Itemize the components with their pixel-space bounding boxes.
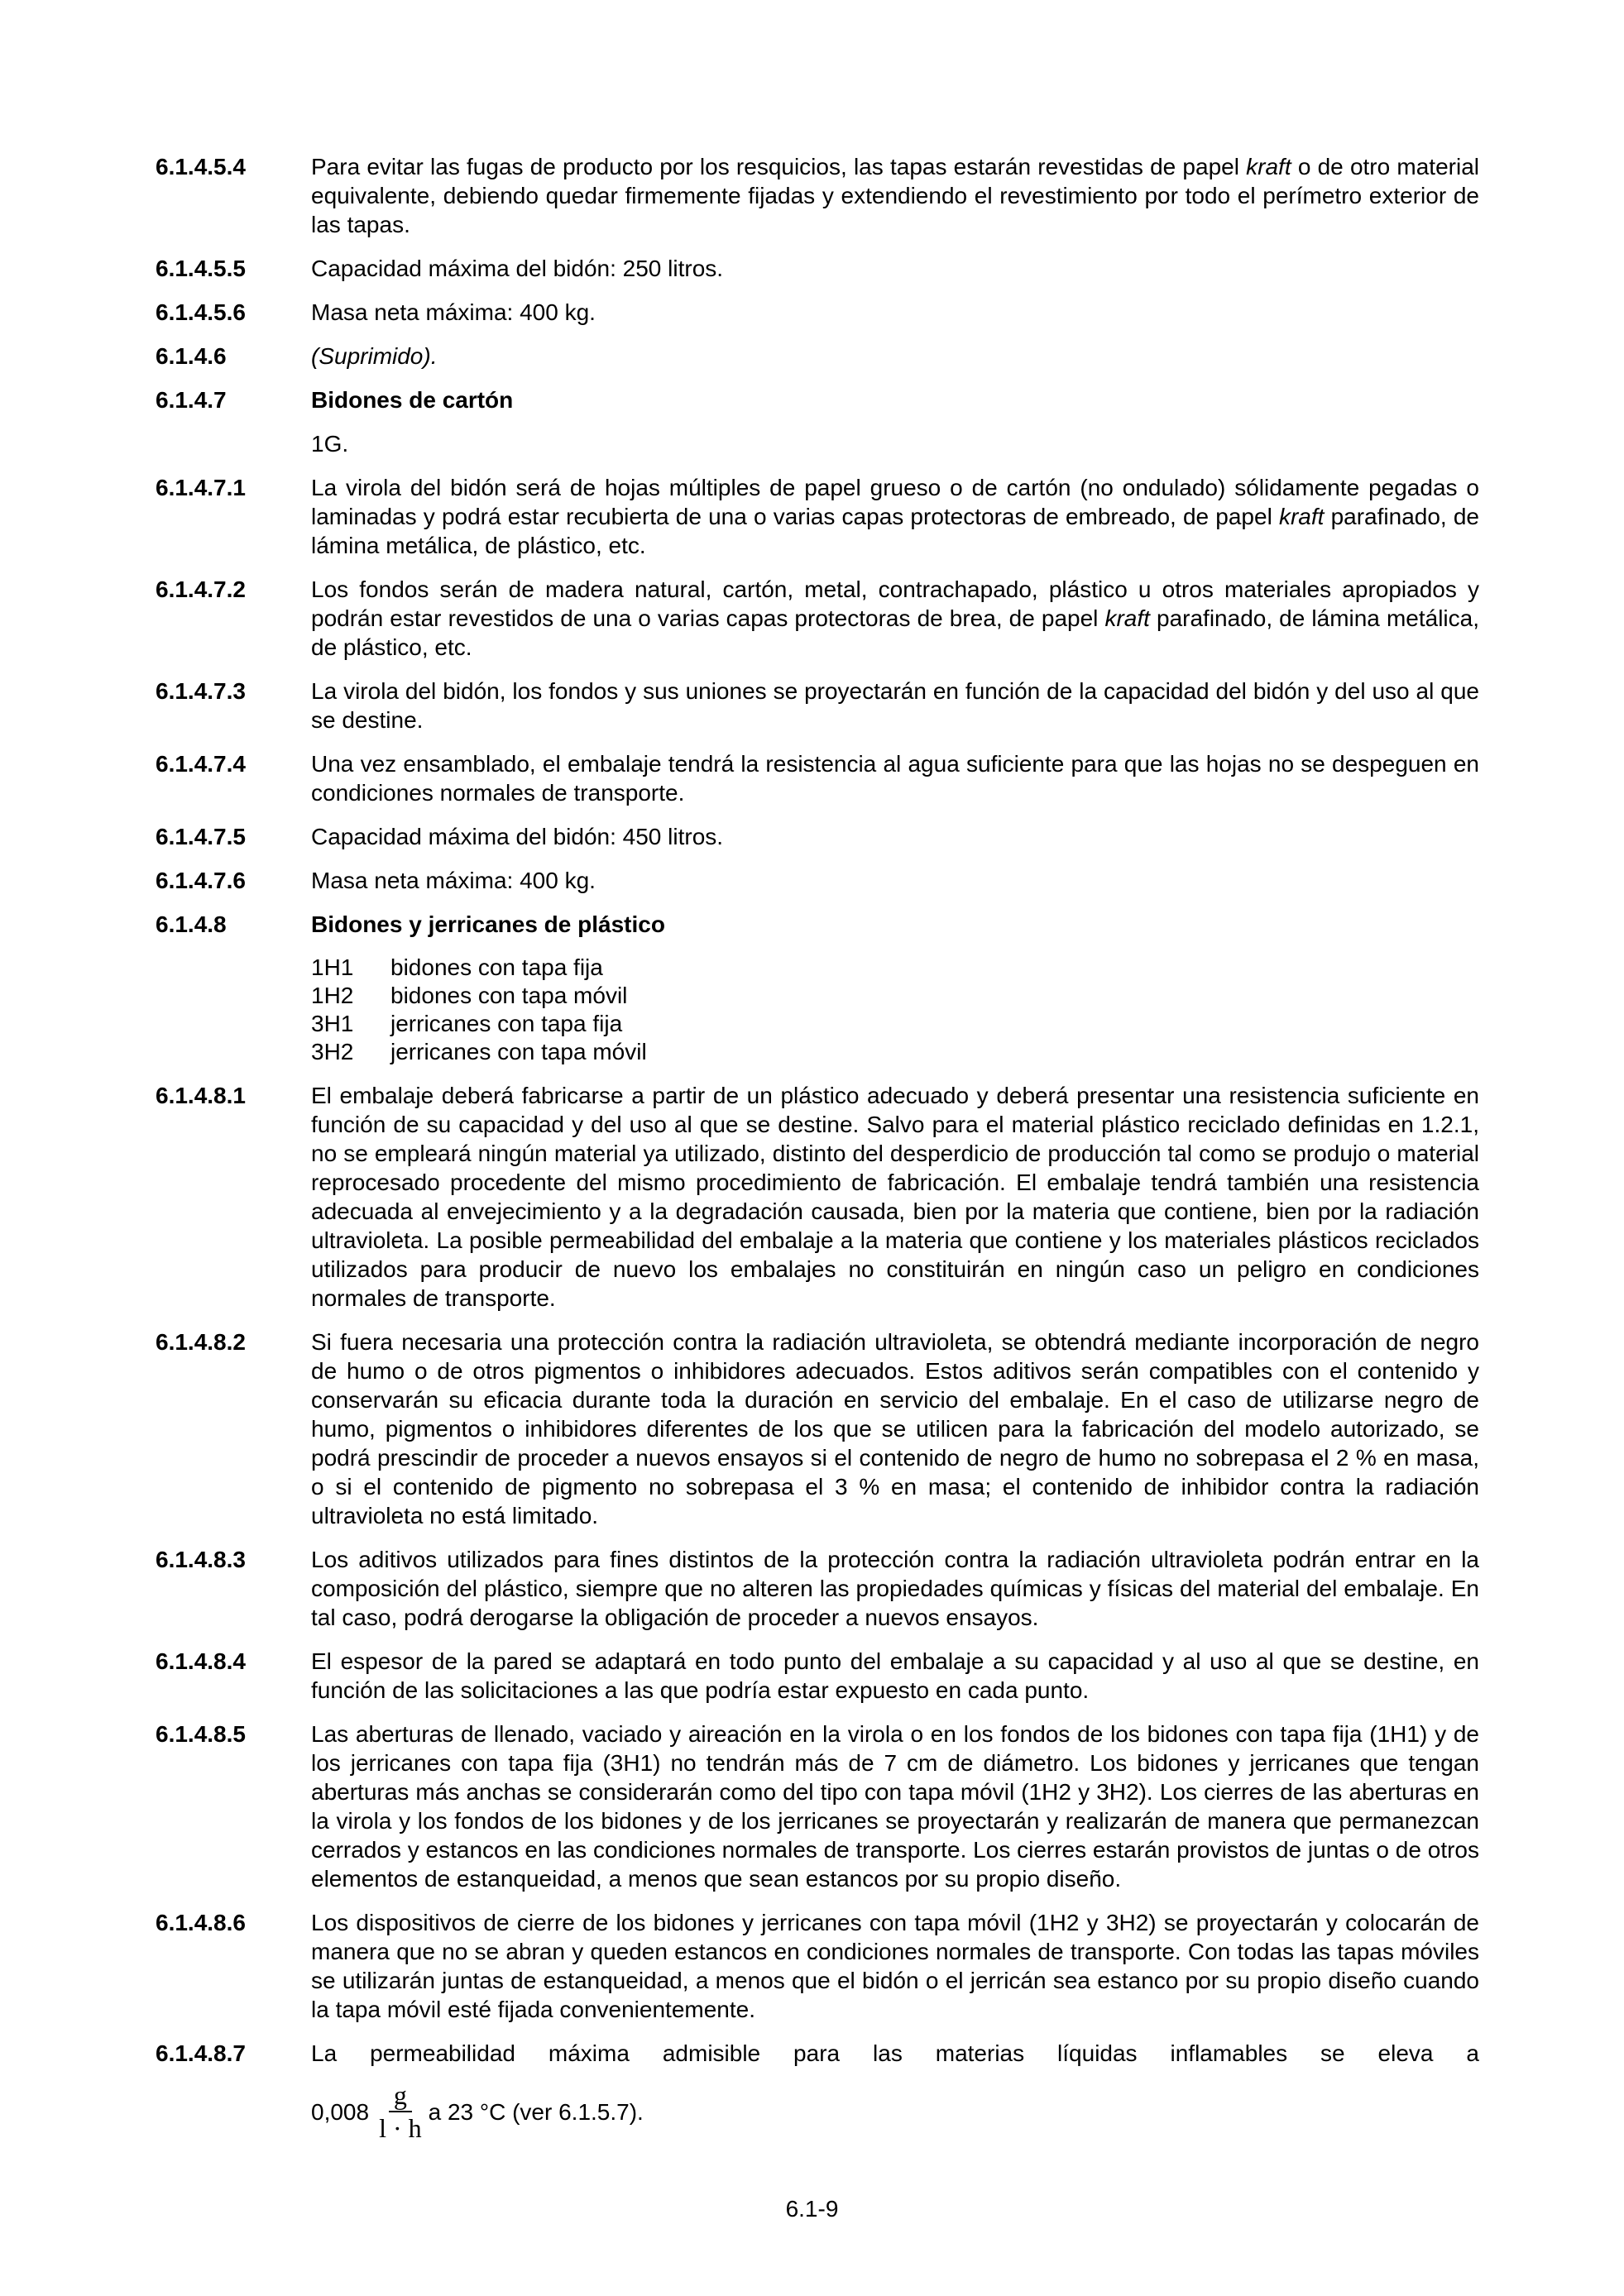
formula-numerator: g (389, 2079, 412, 2112)
section-6-1-4-7-4 (156, 749, 1479, 807)
section-text: (Suprimido). (311, 343, 438, 369)
section-number: 6.1.4.8.4 (156, 1648, 246, 1674)
document-body (156, 152, 1479, 2159)
section-text: La permeabilidad máxima admisible para las materias líquidas inflamables se eleva a (311, 2040, 1479, 2066)
section-number: 6.1.4.5.4 (156, 154, 246, 179)
section-text: Masa neta máxima: 400 kg. (311, 868, 596, 893)
code: 1H2 (311, 983, 354, 1008)
formula-suffix: a 23 °C (ver 6.1.5.7). (428, 2098, 644, 2125)
section-6-1-4-7-6 (156, 866, 1479, 895)
section-number: 6.1.4.8.7 (156, 2040, 246, 2066)
section-text: Para evitar las fugas de producto por los resquicios, las tapas estarán revestidas de papel kraft o de otro material equivalente, debiendo quedar firmemente fijadas y extendiendo el revestimiento por todo el perímetro exterior de las tapas. (311, 154, 1480, 237)
packaging-code: 1G. (311, 431, 349, 457)
section-6-1-4-5-5 (156, 254, 1479, 283)
section-number: 6.1.4.6 (156, 343, 227, 369)
section-6-1-4-5-4 (156, 152, 1479, 239)
code: 3H2 (311, 1039, 354, 1064)
section-6-1-4-8 (156, 910, 1479, 1066)
section-number: 6.1.4.7.5 (156, 824, 246, 849)
section-text: Los fondos serán de madera natural, cartón, metal, contrachapado, plástico u otros materiales apropiados y podrán estar revestidos de una o varias capas protectoras de brea, de papel kraft parafinado, de lámina metálica, de plástico, etc. (311, 576, 1479, 660)
section-text: La virola del bidón, los fondos y sus uniones se proyectarán en función de la capacidad del bidón y del uso al que se destine. (311, 678, 1479, 733)
section-6-1-4-5-6 (156, 298, 1479, 327)
section-text: Capacidad máxima del bidón: 450 litros. (311, 824, 724, 849)
section-6-1-4-7 (156, 385, 1479, 458)
formula-fraction (379, 2079, 422, 2144)
section-text: Los aditivos utilizados para fines distintos de la protección contra la radiación ultravioleta podrán entrar en la composición del plástico, siempre que no alteren las propiedades químicas y físicas del material del embalaje. En tal caso, podrá derogarse la obligación de proceder a nuevos ensayos. (311, 1547, 1479, 1630)
section-6-1-4-8-2 (156, 1327, 1479, 1530)
section-number: 6.1.4.8.6 (156, 1910, 246, 1935)
section-number: 6.1.4.5.6 (156, 299, 246, 325)
formula-denominator: l · h (379, 2113, 422, 2143)
section-6-1-4-8-5 (156, 1720, 1479, 1893)
section-6-1-4-7-3 (156, 677, 1479, 734)
section-number: 6.1.4.8.2 (156, 1329, 246, 1355)
section-number: 6.1.4.8.1 (156, 1083, 246, 1108)
section-number: 6.1.4.7.6 (156, 868, 246, 893)
section-6-1-4-8-3 (156, 1545, 1479, 1632)
section-number: 6.1.4.7.2 (156, 576, 246, 602)
section-text: El espesor de la pared se adaptará en todo punto del embalaje a su capacidad y al uso al que se destine, en función de las solicitaciones a las que podría estar expuesto en cada punto. (311, 1648, 1479, 1703)
section-number: 6.1.4.7.1 (156, 475, 246, 500)
section-number: 6.1.4.5.5 (156, 256, 246, 281)
section-heading: Bidones y jerricanes de plástico (311, 911, 665, 937)
section-text: Capacidad máxima del bidón: 250 litros. (311, 256, 724, 281)
section-6-1-4-7-1 (156, 473, 1479, 560)
code-desc: jerricanes con tapa móvil (390, 1039, 647, 1064)
section-number: 6.1.4.8.3 (156, 1547, 246, 1572)
code-row (311, 1010, 1479, 1038)
code-row (311, 954, 1479, 982)
section-text: Si fuera necesaria una protección contra la radiación ultravioleta, se obtendrá mediante incorporación de negro de humo o de otros pigmentos o inhibidores adecuados. Estos aditivos serán compatibles con el contenido y conservarán su eficacia durante toda la duración en servicio del embalaje. En el caso de utilizarse negro de humo, pigmentos o inhibidores diferentes de los que se utilicen para la fabricación del modelo autorizado, se podrá prescindir de proceder a nuevos ensayos si el contenido de negro de humo no sobrepasa el 2 % en masa, o si el contenido de pigmento no sobrepasa el 3 % en masa; el contenido de inhibidor contra la radiación ultravioleta no está limitado. (311, 1329, 1479, 1528)
section-6-1-4-8-7 (156, 2039, 1479, 2144)
code-row (311, 982, 1479, 1010)
section-text: Una vez ensamblado, el embalaje tendrá la resistencia al agua suficiente para que las hojas no se despeguen en condiciones normales de transporte. (311, 751, 1479, 806)
packaging-code-list (311, 954, 1479, 1066)
section-number: 6.1.4.7.3 (156, 678, 246, 704)
section-6-1-4-7-2 (156, 575, 1479, 662)
section-6-1-4-8-1 (156, 1081, 1479, 1313)
page-number: 6.1-9 (785, 2196, 839, 2222)
section-number: 6.1.4.7.4 (156, 751, 246, 777)
section-heading: Bidones de cartón (311, 387, 514, 413)
section-number: 6.1.4.7 (156, 387, 227, 413)
code: 3H1 (311, 1011, 354, 1036)
code-desc: bidones con tapa fija (390, 954, 603, 980)
section-text: Los dispositivos de cierre de los bidones y jerricanes con tapa móvil (1H2 y 3H2) se proyectarán y colocarán de manera que no se abran y queden estancos en condiciones normales de transporte. Con todas las tapas móviles se utilizarán juntas de estanqueidad, a menos que el bidón o el jerricán sea estanco por su propio diseño cuando la tapa móvil esté fijada convenientemente. (311, 1910, 1479, 2022)
formula-prefix: 0,008 (311, 2098, 370, 2125)
section-6-1-4-7-5 (156, 822, 1479, 851)
section-6-1-4-8-6 (156, 1908, 1479, 2024)
section-6-1-4-6 (156, 342, 1479, 371)
code-desc: jerricanes con tapa fija (390, 1011, 623, 1036)
section-number: 6.1.4.8 (156, 911, 227, 937)
code-row (311, 1038, 1479, 1066)
section-text: Las aberturas de llenado, vaciado y aireación en la virola o en los fondos de los bidones con tapa fija (1H1) y de los jerricanes con tapa fija (3H1) no tendrán más de 7 cm de diámetro. Los bidones y jerricanes que tengan aberturas más anchas se considerarán como del tipo con tapa móvil (1H2 y 3H2). Los cierres de las aberturas en la virola y los fondos de los bidones y de los jerricanes se proyectarán y realizarán de manera que permanezcan cerrados y estancos en las condiciones normales de transporte. Los cierres estarán provistos de juntas o de otros elementos de estanqueidad, a menos que sean estancos por su propio diseño. (311, 1721, 1479, 1892)
code: 1H1 (311, 954, 354, 980)
permeability-formula (311, 2079, 1479, 2144)
code-desc: bidones con tapa móvil (390, 983, 628, 1008)
section-text: Masa neta máxima: 400 kg. (311, 299, 596, 325)
section-number: 6.1.4.8.5 (156, 1721, 246, 1747)
section-6-1-4-8-4 (156, 1647, 1479, 1705)
section-text: La virola del bidón será de hojas múltiples de papel grueso o de cartón (no ondulado) sólidamente pegadas o laminadas y podrá estar recubierta de una o varias capas protectoras de embreado, de papel kraft parafinado, de lámina metálica, de plástico, etc. (311, 475, 1479, 558)
section-text: El embalaje deberá fabricarse a partir de un plástico adecuado y deberá presentar una resistencia suficiente en función de su capacidad y del uso al que se destine. Salvo para el material plástico reciclado definidas en 1.2.1, no se empleará ningún material ya utilizado, distinto del desperdicio de producción tal como se produjo o material reprocesado procedente del mismo procedimiento de fabricación. El embalaje tendrá también una resistencia adecuada al envejecimiento y a la degradación causada, bien por la materia que contiene, bien por la radiación ultravioleta. La posible permeabilidad del embalaje a la materia que contiene y los materiales plásticos reciclados utilizados para producir de nuevo los embalajes no constituirán en ningún caso un peligro en condiciones normales de transporte. (311, 1083, 1479, 1311)
